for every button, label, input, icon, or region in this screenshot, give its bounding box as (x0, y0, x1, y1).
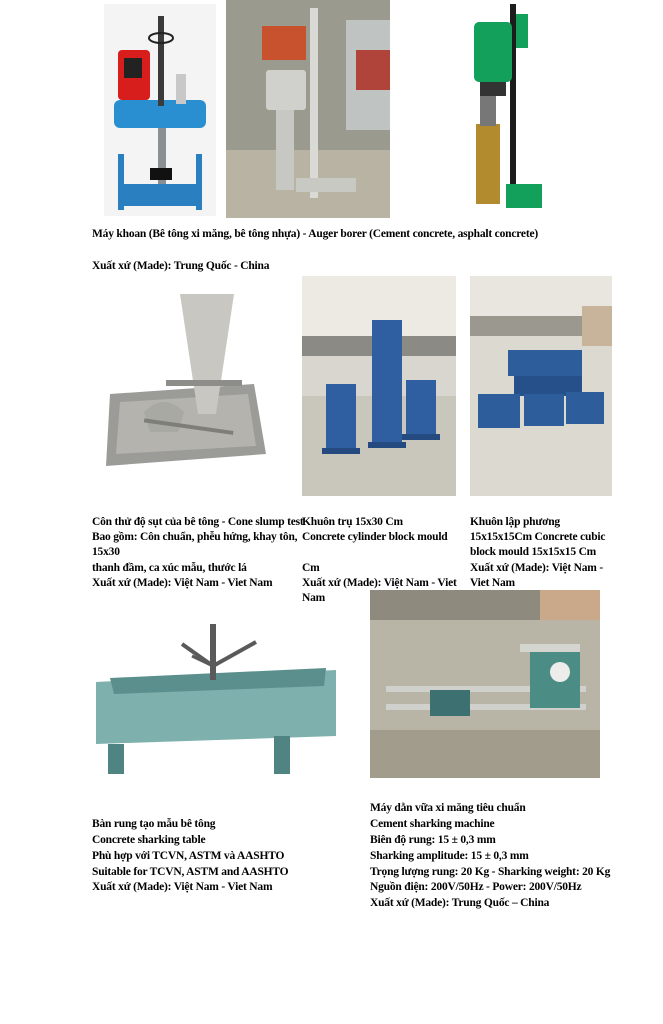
shaker-line1: Cement sharking machine (370, 818, 495, 830)
cube-line1: 15x15x15Cm Concrete cubic block mould 15x15x15 Cm (470, 531, 606, 558)
cone-line1: Bao gồm: Côn chuẩn, phễu hứng, khay tôn, (92, 531, 298, 543)
auger-borer-photo-3 (466, 4, 552, 216)
cone-slump-photo (104, 284, 268, 474)
shaker-line3: Sharking amplitude: 15 ± 0,3 mm (370, 850, 529, 862)
auger-origin: Xuất xứ (Made): Trung Quốc - China (92, 260, 270, 272)
auger-borer-photo-2 (226, 0, 390, 218)
cement-sharking-machine-photo (370, 590, 600, 778)
table-line2: Phù hợp với TCVN, ASTM và AASHTO (92, 850, 285, 862)
shaker-line4: Trọng lượng rung: 20 Kg - Sharking weight: 20 Kg (370, 866, 611, 878)
cylinder-line2a: 15x30 (92, 546, 120, 558)
table-title: Bàn rung tạo mẫu bê tông (92, 818, 216, 830)
cylinder-title: Khuôn trụ 15x30 Cm (302, 516, 403, 528)
cone-title: Côn thử độ sụt của bê tông - Cone slump test (92, 516, 304, 528)
cylinder-origin: Xuất xứ (Made): Việt Nam - Viet Nam (302, 577, 457, 604)
cone-line2: thanh đầm, ca xúc mẫu, thước lá (92, 562, 247, 574)
shaker-title: Máy dằn vữa xi măng tiêu chuẩn (370, 802, 526, 814)
shaker-origin: Xuất xứ (Made): Trung Quốc – China (370, 897, 550, 909)
cube-mould-photo (470, 276, 612, 496)
auger-borer-photo-1 (104, 4, 216, 216)
cube-title: Khuôn lập phương (470, 516, 560, 528)
cylinder-line2b: Cm (302, 562, 320, 574)
table-origin: Xuất xứ (Made): Việt Nam - Viet Nam (92, 881, 273, 893)
cylinder-line1: Concrete cylinder block mould (302, 531, 448, 543)
cylinder-mould-photo (302, 276, 456, 496)
table-line1: Concrete sharking table (92, 834, 206, 846)
shaker-line5: Nguồn điện: 200V/50Hz - Power: 200V/50Hz (370, 881, 582, 893)
sharking-table-photo (96, 616, 336, 776)
shaker-line2: Biên độ rung: 15 ± 0,3 mm (370, 834, 496, 846)
table-line3: Suitable for TCVN, ASTM and AASHTO (92, 866, 289, 878)
cone-origin: Xuất xứ (Made): Việt Nam - Viet Nam (92, 577, 273, 589)
auger-caption: Máy khoan (Bê tông xi măng, bê tông nhựa) - Auger borer (Cement concrete, asphalt concrete) (92, 228, 539, 240)
cube-origin: Xuất xứ (Made): Việt Nam - Viet Nam (470, 562, 603, 589)
